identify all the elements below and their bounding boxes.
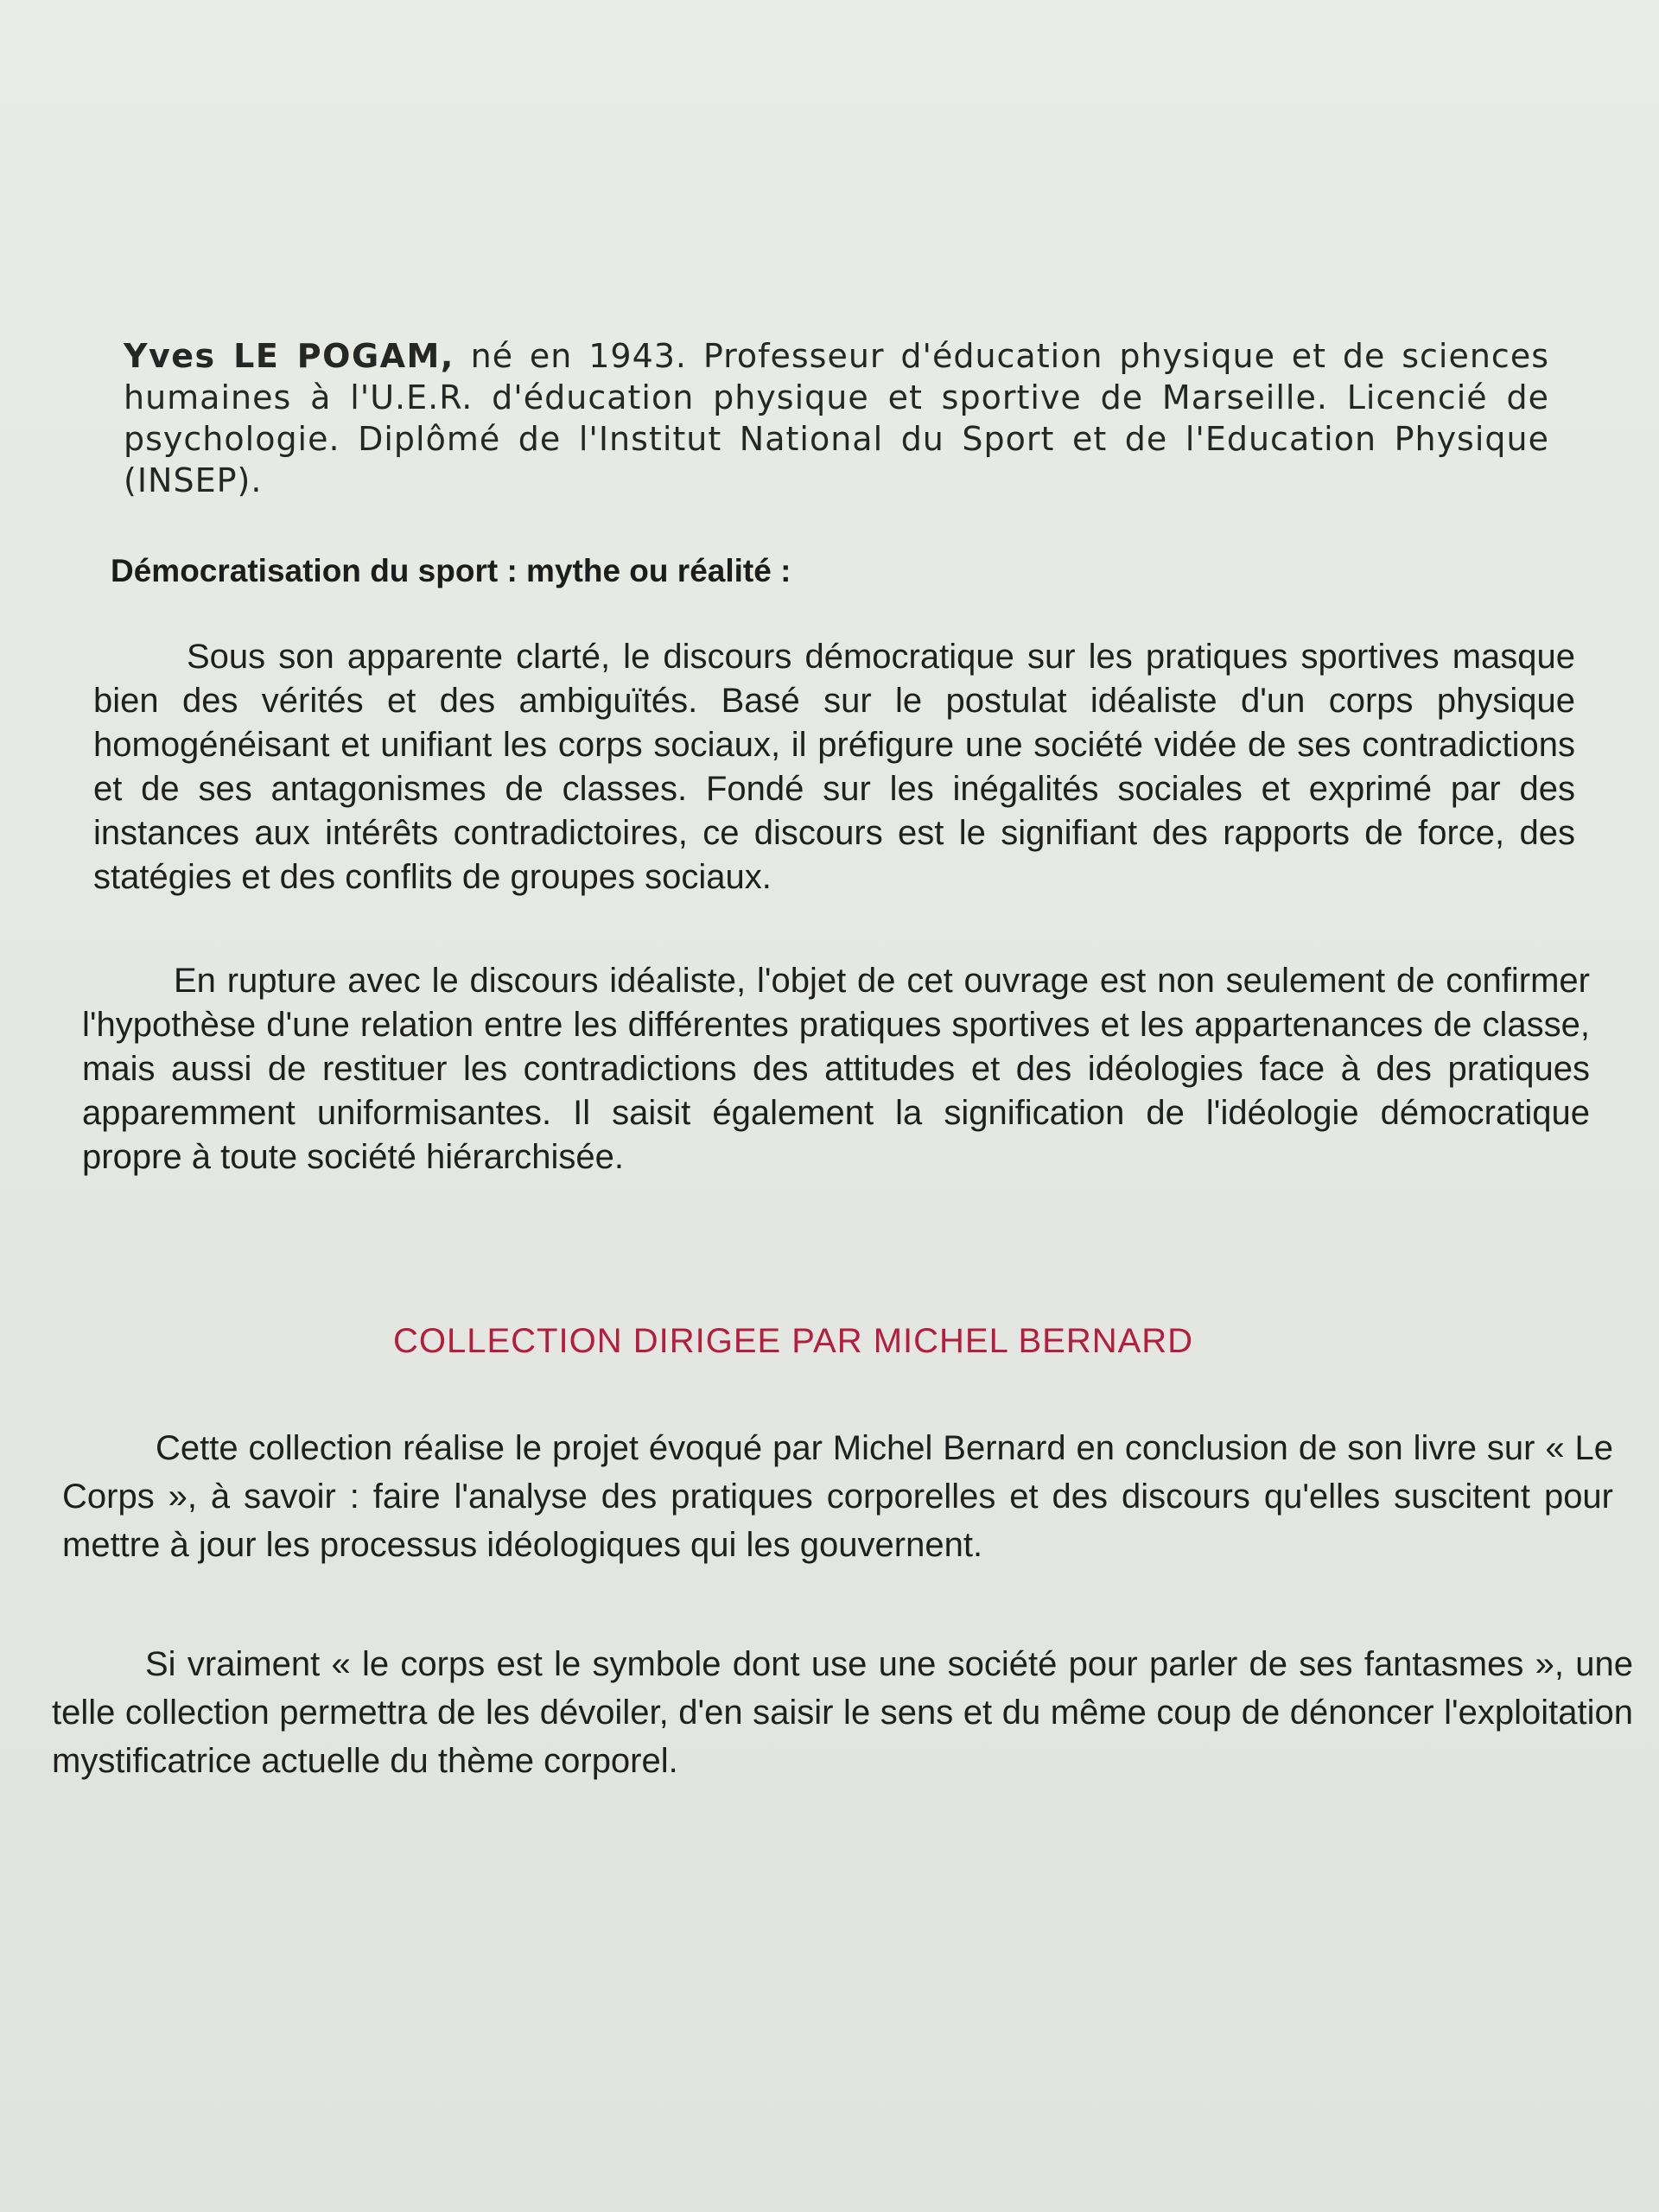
author-name: Yves LE POGAM, <box>124 337 454 375</box>
book-summary-paragraph-1: Sous son apparente clarté, le discours démocratique sur les pratiques sportives masque bien des vérités et des ambiguïtés. Basé sur le postulat idéaliste d'un corps physique homogénéisant et unifiant les corps sociaux, il préfigure une société vidée de ses contradictions et de ses antagonismes de classes. Fondé sur les inégalités sociales et exprimé par des instances aux intérêts contradictoires, ce discours est le signifiant des rapports de force, des statégies et des conflits de groupes sociaux. <box>93 638 1575 896</box>
collection-paragraph-2: Si vraiment « le corps est le symbole dont use une société pour parler de ses fantasmes », une telle collection permettra de les dévoiler, d'en saisir le sens et du même coup de dénoncer l'exploitation mystificatrice actuelle du thème corporel. <box>52 1645 1633 1780</box>
book-summary-paragraph-2: En rupture avec le discours idéaliste, l'objet de cet ouvrage est non seulement de confirmer l'hypothèse d'une relation entre les différentes pratiques sportives et les appartenances de classe, mais aussi de restituer les contradictions des attitudes et des idéologies face à des pratiques apparemment uniformisantes. Il saisit également la signification de l'idéologie démocratique propre à toute société hiérarchisée. <box>82 962 1590 1176</box>
author-bio-text: né en 1943. Professeur d'éducation physique et de sciences humaines à l'U.E.R. d'éducation physique et sportive de Marseille. Licencié de psychologie. Diplômé de l'Institut National du Sport et de l'Education Physique (INSEP). <box>124 337 1549 499</box>
author-bio <box>124 335 1549 501</box>
book-heading: Démocratisation du sport : mythe ou réalité : <box>111 553 791 588</box>
collection-paragraph-1: Cette collection réalise le projet évoqué par Michel Bernard en conclusion de son livre sur « Le Corps », à savoir : faire l'analyse des pratiques corporelles et des discours qu'elles suscitent pour mettre à jour les processus idéologiques qui les gouvernent. <box>62 1429 1613 1564</box>
collection-title: COLLECTION DIRIGEE PAR MICHEL BERNARD <box>393 1322 1194 1360</box>
